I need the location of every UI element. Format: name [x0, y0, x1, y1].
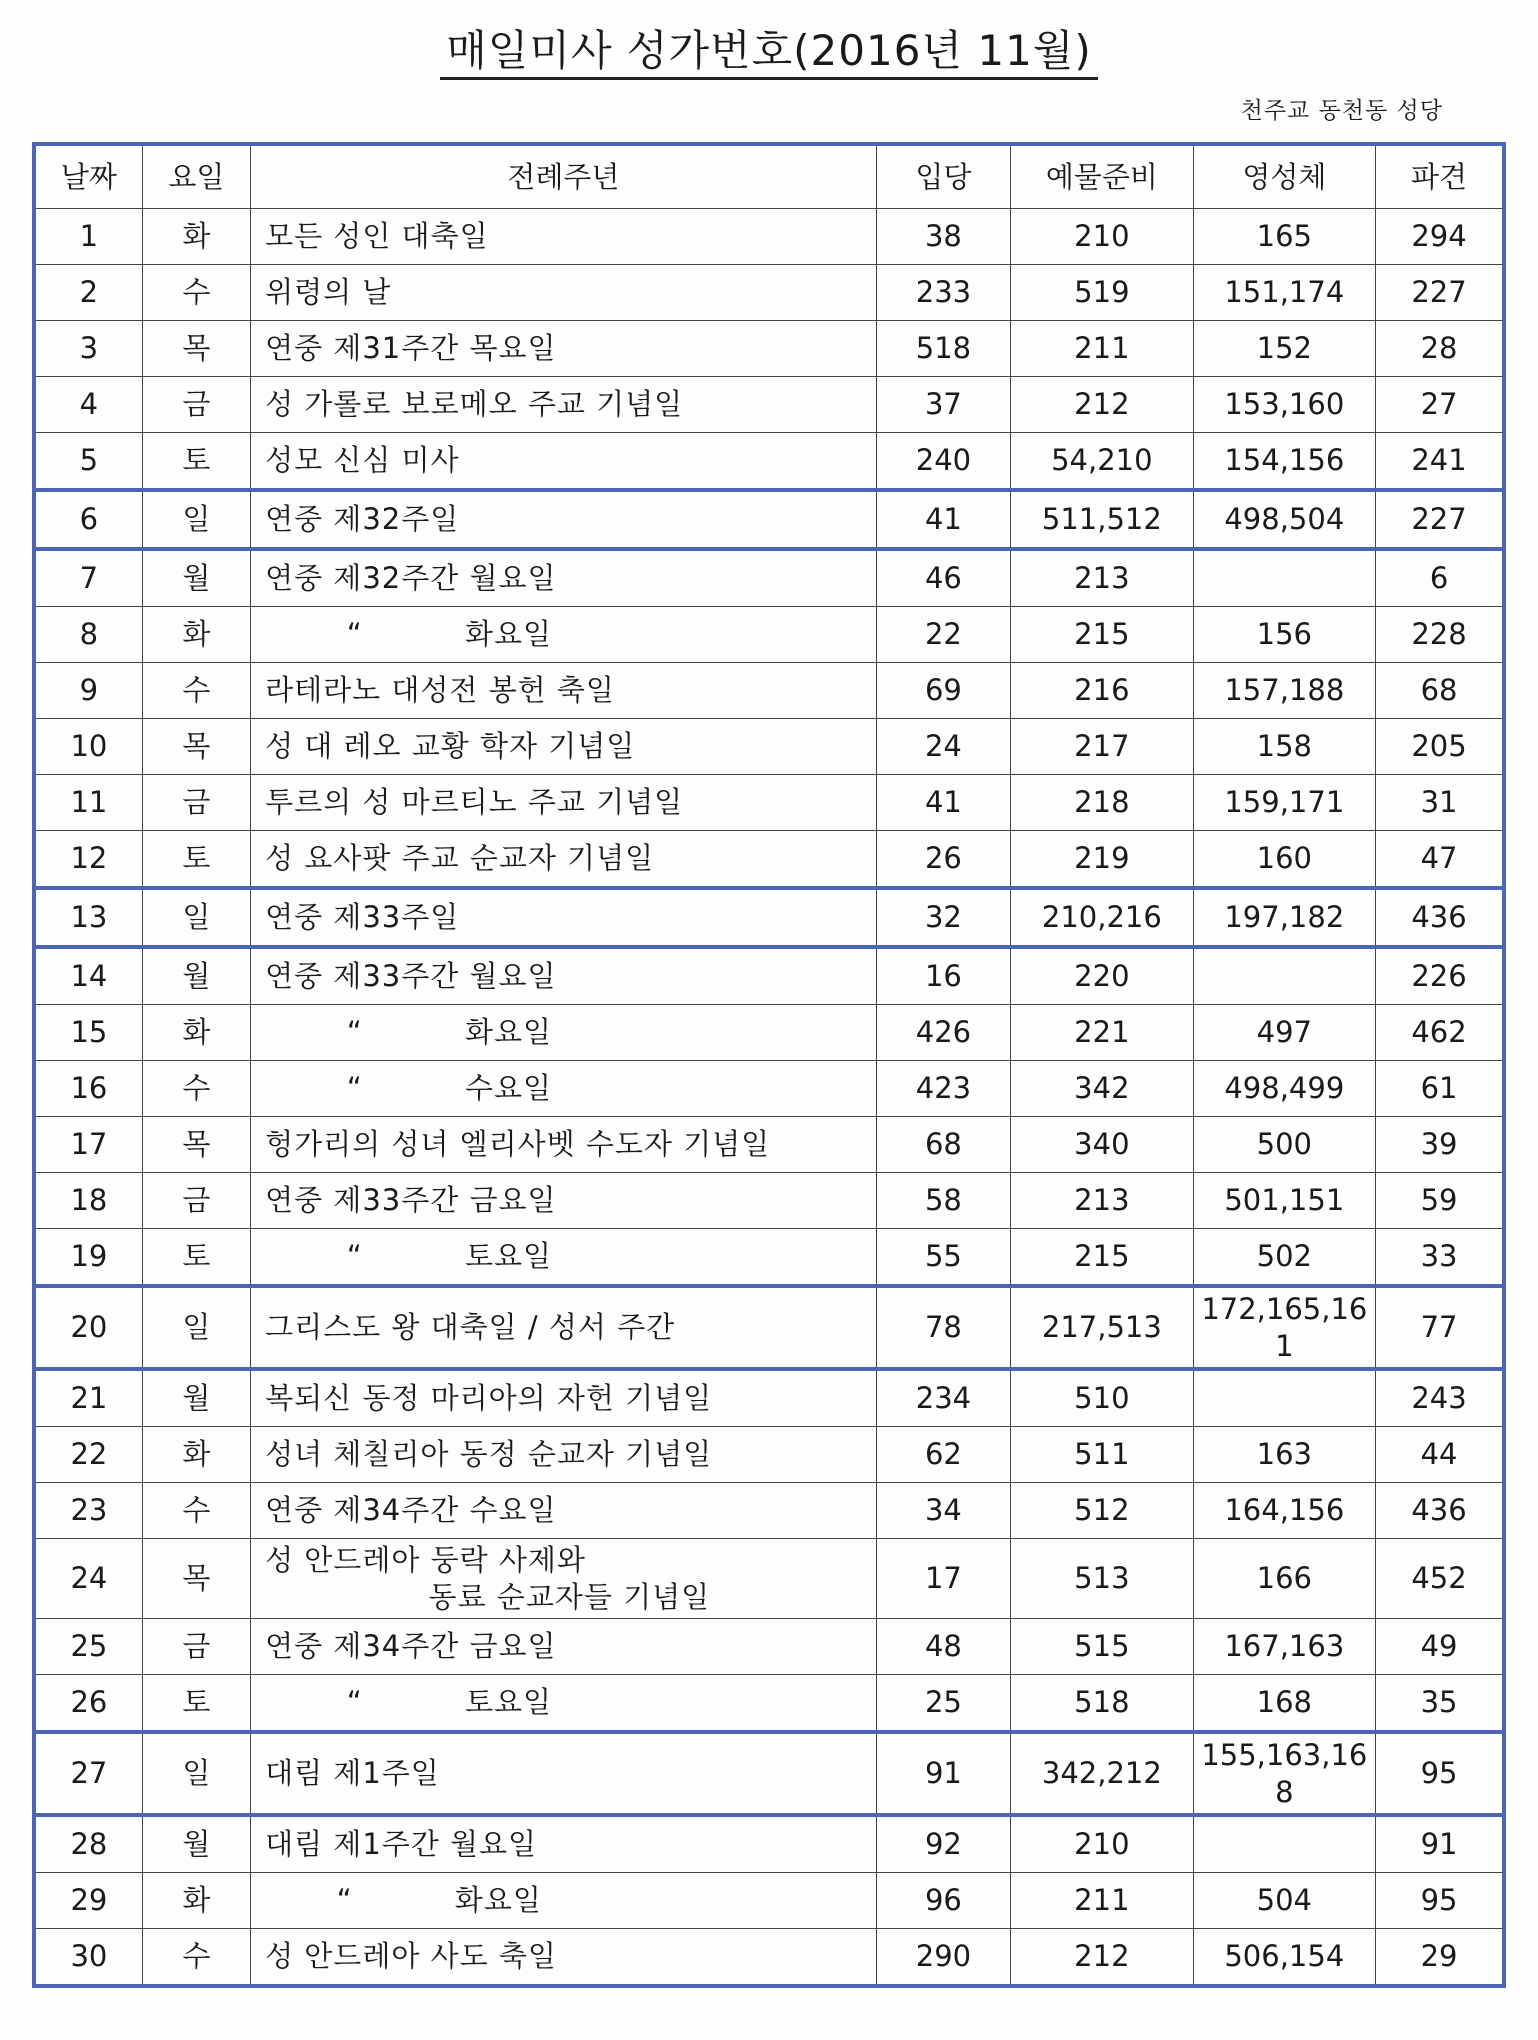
liturgy-cell: “ 수요일 — [251, 1061, 877, 1117]
day-cell: 일 — [142, 1732, 250, 1815]
offertory-cell: 213 — [1011, 1173, 1193, 1229]
dismissal-cell: 49 — [1376, 1619, 1504, 1675]
entrance-cell: 92 — [876, 1815, 1010, 1873]
liturgy-cell: “ 토요일 — [251, 1229, 877, 1287]
day-cell: 일 — [142, 490, 250, 549]
offertory-cell: 513 — [1011, 1539, 1193, 1619]
liturgy-cell: 성모 신심 미사 — [251, 433, 877, 491]
entrance-cell: 233 — [876, 265, 1010, 321]
day-cell: 수 — [142, 663, 250, 719]
dismissal-cell: 39 — [1376, 1117, 1504, 1173]
date-cell: 14 — [34, 947, 142, 1005]
table-row — [34, 663, 1504, 719]
liturgy-cell: 라테라노 대성전 봉헌 축일 — [251, 663, 877, 719]
date-cell: 15 — [34, 1005, 142, 1061]
communion-cell: 172,165,161 — [1193, 1286, 1375, 1369]
table-row — [34, 947, 1504, 1005]
liturgy-cell: “ 화요일 — [251, 607, 877, 663]
entrance-cell: 62 — [876, 1427, 1010, 1483]
entrance-cell: 78 — [876, 1286, 1010, 1369]
day-cell: 일 — [142, 1286, 250, 1369]
dismissal-cell: 243 — [1376, 1369, 1504, 1427]
offertory-cell: 215 — [1011, 607, 1193, 663]
communion-cell: 168 — [1193, 1675, 1375, 1733]
hymn-table — [32, 142, 1506, 1988]
header-date: 날짜 — [34, 144, 142, 209]
entrance-cell: 32 — [876, 888, 1010, 947]
header-entrance: 입당 — [876, 144, 1010, 209]
offertory-cell: 342,212 — [1011, 1732, 1193, 1815]
table-row — [34, 1173, 1504, 1229]
dismissal-cell: 226 — [1376, 947, 1504, 1005]
offertory-cell: 210 — [1011, 1815, 1193, 1873]
offertory-cell: 340 — [1011, 1117, 1193, 1173]
offertory-cell: 210 — [1011, 209, 1193, 265]
table-row — [34, 1483, 1504, 1539]
entrance-cell: 423 — [876, 1061, 1010, 1117]
communion-cell: 500 — [1193, 1117, 1375, 1173]
table-row — [34, 607, 1504, 663]
dismissal-cell: 91 — [1376, 1815, 1504, 1873]
liturgy-cell: 투르의 성 마르티노 주교 기념일 — [251, 775, 877, 831]
day-cell: 월 — [142, 1369, 250, 1427]
table-row — [34, 321, 1504, 377]
offertory-cell: 519 — [1011, 265, 1193, 321]
communion-cell — [1193, 1815, 1375, 1873]
date-cell: 25 — [34, 1619, 142, 1675]
table-row — [34, 1873, 1504, 1929]
liturgy-cell: 연중 제33주일 — [251, 888, 877, 947]
communion-cell: 498,499 — [1193, 1061, 1375, 1117]
dismissal-cell: 95 — [1376, 1732, 1504, 1815]
liturgy-cell: 모든 성인 대축일 — [251, 209, 877, 265]
liturgy-cell: 성 요사팟 주교 순교자 기념일 — [251, 831, 877, 889]
table-row — [34, 775, 1504, 831]
offertory-cell: 217 — [1011, 719, 1193, 775]
entrance-cell: 25 — [876, 1675, 1010, 1733]
communion-cell: 165 — [1193, 209, 1375, 265]
table-row — [34, 888, 1504, 947]
liturgy-cell: “ 토요일 — [251, 1675, 877, 1733]
table-row — [34, 1815, 1504, 1873]
day-cell: 목 — [142, 1117, 250, 1173]
header-offertory: 예물준비 — [1011, 144, 1193, 209]
dismissal-cell: 47 — [1376, 831, 1504, 889]
day-cell: 화 — [142, 1873, 250, 1929]
offertory-cell: 515 — [1011, 1619, 1193, 1675]
entrance-cell: 38 — [876, 209, 1010, 265]
liturgy-cell: 성 대 레오 교황 학자 기념일 — [251, 719, 877, 775]
day-cell: 월 — [142, 549, 250, 607]
table-row — [34, 1732, 1504, 1815]
offertory-cell: 212 — [1011, 1929, 1193, 1987]
communion-cell: 160 — [1193, 831, 1375, 889]
date-cell: 4 — [34, 377, 142, 433]
liturgy-cell: 연중 제33주간 월요일 — [251, 947, 877, 1005]
date-cell: 9 — [34, 663, 142, 719]
entrance-cell: 58 — [876, 1173, 1010, 1229]
table-row — [34, 433, 1504, 491]
communion-cell: 506,154 — [1193, 1929, 1375, 1987]
liturgy-cell: 연중 제33주간 금요일 — [251, 1173, 877, 1229]
date-cell: 17 — [34, 1117, 142, 1173]
liturgy-cell: 성 안드레아 사도 축일 — [251, 1929, 877, 1987]
offertory-cell: 342 — [1011, 1061, 1193, 1117]
date-cell: 6 — [34, 490, 142, 549]
offertory-cell: 213 — [1011, 549, 1193, 607]
entrance-cell: 518 — [876, 321, 1010, 377]
dismissal-cell: 452 — [1376, 1539, 1504, 1619]
liturgy-cell: 연중 제34주간 수요일 — [251, 1483, 877, 1539]
communion-cell: 164,156 — [1193, 1483, 1375, 1539]
entrance-cell: 68 — [876, 1117, 1010, 1173]
entrance-cell: 24 — [876, 719, 1010, 775]
communion-cell — [1193, 947, 1375, 1005]
communion-cell: 159,171 — [1193, 775, 1375, 831]
day-cell: 화 — [142, 1005, 250, 1061]
liturgy-cell: 대림 제1주일 — [251, 1732, 877, 1815]
dismissal-cell: 294 — [1376, 209, 1504, 265]
communion-cell: 153,160 — [1193, 377, 1375, 433]
offertory-cell: 218 — [1011, 775, 1193, 831]
header-dismissal: 파견 — [1376, 144, 1504, 209]
liturgy-cell: 헝가리의 성녀 엘리사벳 수도자 기념일 — [251, 1117, 877, 1173]
day-cell: 수 — [142, 1929, 250, 1987]
day-cell: 일 — [142, 888, 250, 947]
header-liturgy: 전례주년 — [251, 144, 877, 209]
communion-cell: 501,151 — [1193, 1173, 1375, 1229]
dismissal-cell: 29 — [1376, 1929, 1504, 1987]
communion-cell: 156 — [1193, 607, 1375, 663]
offertory-cell: 221 — [1011, 1005, 1193, 1061]
offertory-cell: 220 — [1011, 947, 1193, 1005]
communion-cell: 504 — [1193, 1873, 1375, 1929]
table-row — [34, 1061, 1504, 1117]
entrance-cell: 41 — [876, 775, 1010, 831]
liturgy-cell: 성 안드레아 둥락 사제와 동료 순교자들 기념일 — [251, 1539, 877, 1619]
header-day: 요일 — [142, 144, 250, 209]
dismissal-cell: 95 — [1376, 1873, 1504, 1929]
date-cell: 29 — [34, 1873, 142, 1929]
day-cell: 월 — [142, 947, 250, 1005]
date-cell: 24 — [34, 1539, 142, 1619]
entrance-cell: 426 — [876, 1005, 1010, 1061]
header-communion: 영성체 — [1193, 144, 1375, 209]
liturgy-cell: “ 화요일 — [251, 1005, 877, 1061]
communion-cell: 155,163,168 — [1193, 1732, 1375, 1815]
day-cell: 목 — [142, 1539, 250, 1619]
offertory-cell: 511 — [1011, 1427, 1193, 1483]
table-row — [34, 1675, 1504, 1733]
offertory-cell: 210,216 — [1011, 888, 1193, 947]
page-title: 매일미사 성가번호(2016년 11월) — [0, 18, 1538, 78]
liturgy-cell: 연중 제31주간 목요일 — [251, 321, 877, 377]
table-row — [34, 1929, 1504, 1987]
offertory-cell: 212 — [1011, 377, 1193, 433]
dismissal-cell: 44 — [1376, 1427, 1504, 1483]
table-row — [34, 1619, 1504, 1675]
entrance-cell: 34 — [876, 1483, 1010, 1539]
day-cell: 화 — [142, 209, 250, 265]
entrance-cell: 17 — [876, 1539, 1010, 1619]
day-cell: 수 — [142, 265, 250, 321]
date-cell: 20 — [34, 1286, 142, 1369]
liturgy-cell: 성 가롤로 보로메오 주교 기념일 — [251, 377, 877, 433]
date-cell: 28 — [34, 1815, 142, 1873]
entrance-cell: 290 — [876, 1929, 1010, 1987]
date-cell: 3 — [34, 321, 142, 377]
dismissal-cell: 436 — [1376, 888, 1504, 947]
dismissal-cell: 6 — [1376, 549, 1504, 607]
entrance-cell: 91 — [876, 1732, 1010, 1815]
liturgy-cell: 연중 제32주일 — [251, 490, 877, 549]
entrance-cell: 48 — [876, 1619, 1010, 1675]
offertory-cell: 211 — [1011, 1873, 1193, 1929]
table-row — [34, 1286, 1504, 1369]
entrance-cell: 22 — [876, 607, 1010, 663]
entrance-cell: 69 — [876, 663, 1010, 719]
communion-cell: 152 — [1193, 321, 1375, 377]
day-cell: 금 — [142, 1619, 250, 1675]
table-row — [34, 1005, 1504, 1061]
date-cell: 1 — [34, 209, 142, 265]
date-cell: 13 — [34, 888, 142, 947]
dismissal-cell: 205 — [1376, 719, 1504, 775]
liturgy-cell: 연중 제32주간 월요일 — [251, 549, 877, 607]
table-row — [34, 490, 1504, 549]
communion-cell: 167,163 — [1193, 1619, 1375, 1675]
communion-cell: 158 — [1193, 719, 1375, 775]
day-cell: 목 — [142, 321, 250, 377]
day-cell: 월 — [142, 1815, 250, 1873]
table-row — [34, 377, 1504, 433]
entrance-cell: 240 — [876, 433, 1010, 491]
day-cell: 화 — [142, 1427, 250, 1483]
table-row — [34, 209, 1504, 265]
liturgy-cell: 복되신 동정 마리아의 자헌 기념일 — [251, 1369, 877, 1427]
table-row — [34, 831, 1504, 889]
offertory-cell: 511,512 — [1011, 490, 1193, 549]
liturgy-cell: 연중 제34주간 금요일 — [251, 1619, 877, 1675]
date-cell: 23 — [34, 1483, 142, 1539]
date-cell: 16 — [34, 1061, 142, 1117]
date-cell: 19 — [34, 1229, 142, 1287]
entrance-cell: 16 — [876, 947, 1010, 1005]
date-cell: 21 — [34, 1369, 142, 1427]
table-row — [34, 1229, 1504, 1287]
communion-cell: 498,504 — [1193, 490, 1375, 549]
offertory-cell: 217,513 — [1011, 1286, 1193, 1369]
communion-cell: 197,182 — [1193, 888, 1375, 947]
communion-cell: 151,174 — [1193, 265, 1375, 321]
offertory-cell: 215 — [1011, 1229, 1193, 1287]
offertory-cell: 512 — [1011, 1483, 1193, 1539]
date-cell: 22 — [34, 1427, 142, 1483]
table-row — [34, 1369, 1504, 1427]
entrance-cell: 96 — [876, 1873, 1010, 1929]
liturgy-cell: 위령의 날 — [251, 265, 877, 321]
liturgy-cell: 그리스도 왕 대축일 / 성서 주간 — [251, 1286, 877, 1369]
dismissal-cell: 27 — [1376, 377, 1504, 433]
date-cell: 12 — [34, 831, 142, 889]
day-cell: 수 — [142, 1061, 250, 1117]
dismissal-cell: 77 — [1376, 1286, 1504, 1369]
communion-cell: 497 — [1193, 1005, 1375, 1061]
header-row — [34, 144, 1504, 209]
communion-cell: 163 — [1193, 1427, 1375, 1483]
offertory-cell: 518 — [1011, 1675, 1193, 1733]
table-row — [34, 1539, 1504, 1619]
church-name: 천주교 동천동 성당 — [1240, 98, 1443, 124]
day-cell: 화 — [142, 607, 250, 663]
communion-cell: 157,188 — [1193, 663, 1375, 719]
date-cell: 8 — [34, 607, 142, 663]
date-cell: 11 — [34, 775, 142, 831]
day-cell: 목 — [142, 719, 250, 775]
offertory-cell: 510 — [1011, 1369, 1193, 1427]
date-cell: 7 — [34, 549, 142, 607]
day-cell: 금 — [142, 1173, 250, 1229]
dismissal-cell: 227 — [1376, 265, 1504, 321]
communion-cell: 154,156 — [1193, 433, 1375, 491]
dismissal-cell: 241 — [1376, 433, 1504, 491]
day-cell: 금 — [142, 775, 250, 831]
dismissal-cell: 462 — [1376, 1005, 1504, 1061]
day-cell: 수 — [142, 1483, 250, 1539]
dismissal-cell: 61 — [1376, 1061, 1504, 1117]
offertory-cell: 54,210 — [1011, 433, 1193, 491]
dismissal-cell: 436 — [1376, 1483, 1504, 1539]
entrance-cell: 46 — [876, 549, 1010, 607]
date-cell: 26 — [34, 1675, 142, 1733]
offertory-cell: 219 — [1011, 831, 1193, 889]
table-row — [34, 719, 1504, 775]
offertory-cell: 216 — [1011, 663, 1193, 719]
offertory-cell: 211 — [1011, 321, 1193, 377]
day-cell: 금 — [142, 377, 250, 433]
entrance-cell: 37 — [876, 377, 1010, 433]
table-row — [34, 549, 1504, 607]
dismissal-cell: 228 — [1376, 607, 1504, 663]
table-row — [34, 265, 1504, 321]
liturgy-cell: “ 화요일 — [251, 1873, 877, 1929]
dismissal-cell: 227 — [1376, 490, 1504, 549]
communion-cell — [1193, 1369, 1375, 1427]
dismissal-cell: 68 — [1376, 663, 1504, 719]
day-cell: 토 — [142, 433, 250, 491]
liturgy-cell: 대림 제1주간 월요일 — [251, 1815, 877, 1873]
table-row — [34, 1117, 1504, 1173]
table-row — [34, 1427, 1504, 1483]
date-cell: 5 — [34, 433, 142, 491]
entrance-cell: 234 — [876, 1369, 1010, 1427]
dismissal-cell: 31 — [1376, 775, 1504, 831]
day-cell: 토 — [142, 1675, 250, 1733]
communion-cell — [1193, 549, 1375, 607]
communion-cell: 502 — [1193, 1229, 1375, 1287]
date-cell: 10 — [34, 719, 142, 775]
date-cell: 27 — [34, 1732, 142, 1815]
date-cell: 18 — [34, 1173, 142, 1229]
dismissal-cell: 59 — [1376, 1173, 1504, 1229]
dismissal-cell: 28 — [1376, 321, 1504, 377]
dismissal-cell: 33 — [1376, 1229, 1504, 1287]
liturgy-cell: 성녀 체칠리아 동정 순교자 기념일 — [251, 1427, 877, 1483]
day-cell: 토 — [142, 831, 250, 889]
entrance-cell: 41 — [876, 490, 1010, 549]
date-cell: 2 — [34, 265, 142, 321]
communion-cell: 166 — [1193, 1539, 1375, 1619]
entrance-cell: 26 — [876, 831, 1010, 889]
dismissal-cell: 35 — [1376, 1675, 1504, 1733]
day-cell: 토 — [142, 1229, 250, 1287]
date-cell: 30 — [34, 1929, 142, 1987]
entrance-cell: 55 — [876, 1229, 1010, 1287]
